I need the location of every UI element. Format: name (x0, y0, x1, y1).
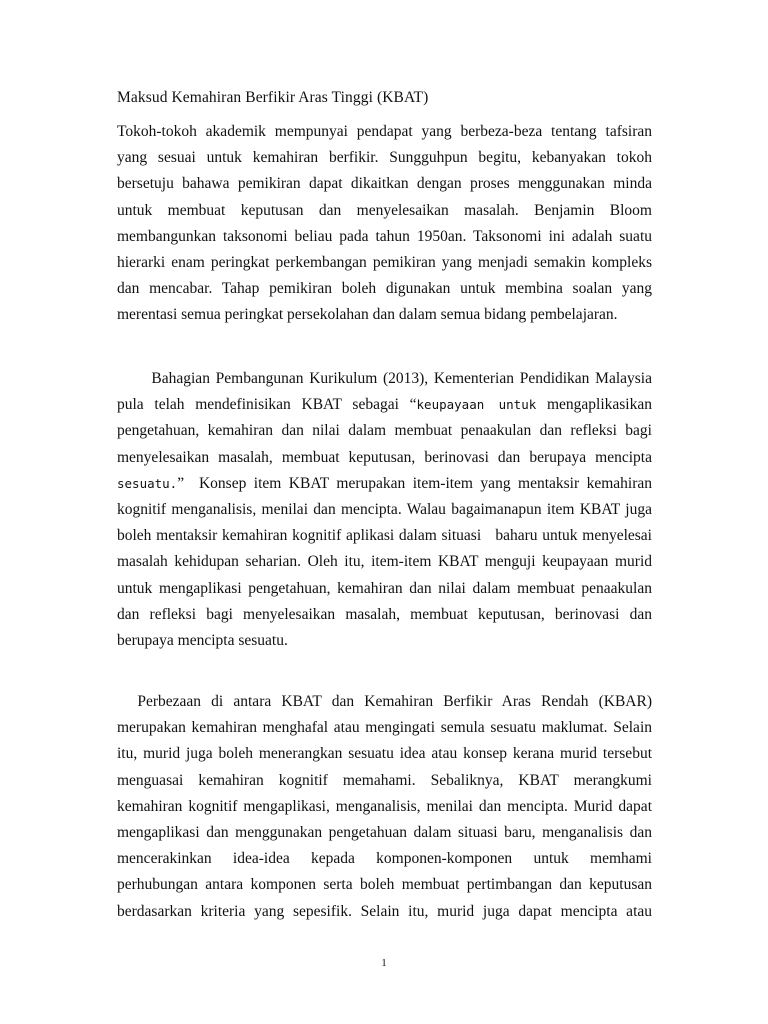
definition-quote: sesuatu. (117, 475, 178, 491)
paragraph-line: Bahagian Pembangunan Kurikulum (2013), Kementerian Pendidikan Malaysia (117, 370, 652, 387)
paragraph-line: itu, murid juga boleh menerangkan sesuatu idea atau konsep kerana murid tersebut (117, 745, 652, 763)
paragraph-line (117, 392, 652, 418)
paragraph-line: perhubungan antara komponen serta boleh membuat pertimbangan dan keputusan (117, 876, 652, 894)
definition-quote: keupayaan untuk (416, 397, 537, 413)
section-heading: Maksud Kemahiran Berfikir Aras Tinggi (KBAT) (117, 89, 429, 106)
paragraph-line: dan mencabar. Tahap pemikiran boleh digunakan untuk membina soalan yang (117, 280, 652, 298)
paragraph-line: menguasai kemahiran kognitif memahami. Sebaliknya, KBAT merangkumi (117, 771, 652, 789)
paragraph-line: berdasarkan kriteria yang sepesifik. Selain itu, murid juga dapat mencipta atau (117, 902, 652, 920)
paragraph-line: untuk mengaplikasi pengetahuan, kemahiran dan nilai dalam membuat penaakulan (117, 579, 652, 597)
paragraph-line: berupaya mencipta sesuatu. (117, 632, 288, 650)
line-text: ” Konsep item KBAT merupakan item-item yang mentaksir kemahiran (177, 474, 652, 492)
page-number: 1 (381, 957, 387, 969)
paragraph-line: kemahiran kognitif mengaplikasi, menganalisis, menilai dan mencipta. Murid dapat (117, 797, 652, 815)
paragraph-line: pengetahuan, kemahiran dan nilai dalam membuat penaakulan dan refleksi bagi (117, 422, 652, 440)
paragraph-line: menyelesaikan masalah, membuat keputusan, berinovasi dan berupaya mencipta (117, 448, 652, 466)
paragraph-line: Perbezaan di antara KBAT dan Kemahiran Berfikir Aras Rendah (KBAR) (117, 693, 652, 710)
paragraph-line: Tokoh-tokoh akademik mempunyai pendapat yang berbeza-beza tentang tafsiran (117, 123, 652, 140)
line-text: pula telah mendefinisikan KBAT sebagai “ (117, 396, 417, 414)
paragraph-3 (117, 689, 652, 925)
paragraph-line: hierarki enam peringkat perkembangan pemikiran yang menjadi semakin kompleks (117, 254, 652, 272)
paragraph-1 (117, 119, 652, 329)
paragraph-line: bersetuju bahawa pemikiran dapat dikaitkan dengan proses menggunakan minda (117, 175, 652, 193)
paragraph-line: dan refleksi bagi menyelesaikan masalah, membuat keputusan, berinovasi dan (117, 605, 652, 623)
paragraph-line: boleh mentaksir kemahiran kognitif aplikasi dalam situasi baharu untuk menyelesai (117, 527, 652, 545)
paragraph-line: mencerakinkan idea-idea kepada komponen-komponen untuk memhami (117, 850, 652, 868)
paragraph-line (117, 471, 652, 497)
paragraph-line: merupakan kemahiran menghafal atau mengingati semula sesuatu maklumat. Selain (117, 719, 652, 737)
paragraph-line: merentasi semua peringkat persekolahan dan dalam semua bidang pembelajaran. (117, 306, 618, 324)
paragraph-2 (117, 366, 652, 654)
paragraph-line: mengaplikasi dan menggunakan pengetahuan dalam situasi baru, menganalisis dan (117, 824, 652, 842)
paragraph-line: untuk membuat keputusan dan menyelesaikan masalah. Benjamin Bloom (117, 201, 652, 219)
line-text: mengaplikasikan (536, 396, 652, 414)
paragraph-line: membangunkan taksonomi beliau pada tahun 1950an. Taksonomi ini adalah suatu (117, 227, 652, 245)
paragraph-line: kognitif menganalisis, menilai dan mencipta. Walau bagaimanapun item KBAT juga (117, 501, 652, 519)
paragraph-line: yang sesuai untuk kemahiran berfikir. Sungguhpun begitu, kebanyakan tokoh (117, 149, 652, 167)
paragraph-line: masalah kehidupan seharian. Oleh itu, item-item KBAT menguji keupayaan murid (117, 553, 652, 571)
